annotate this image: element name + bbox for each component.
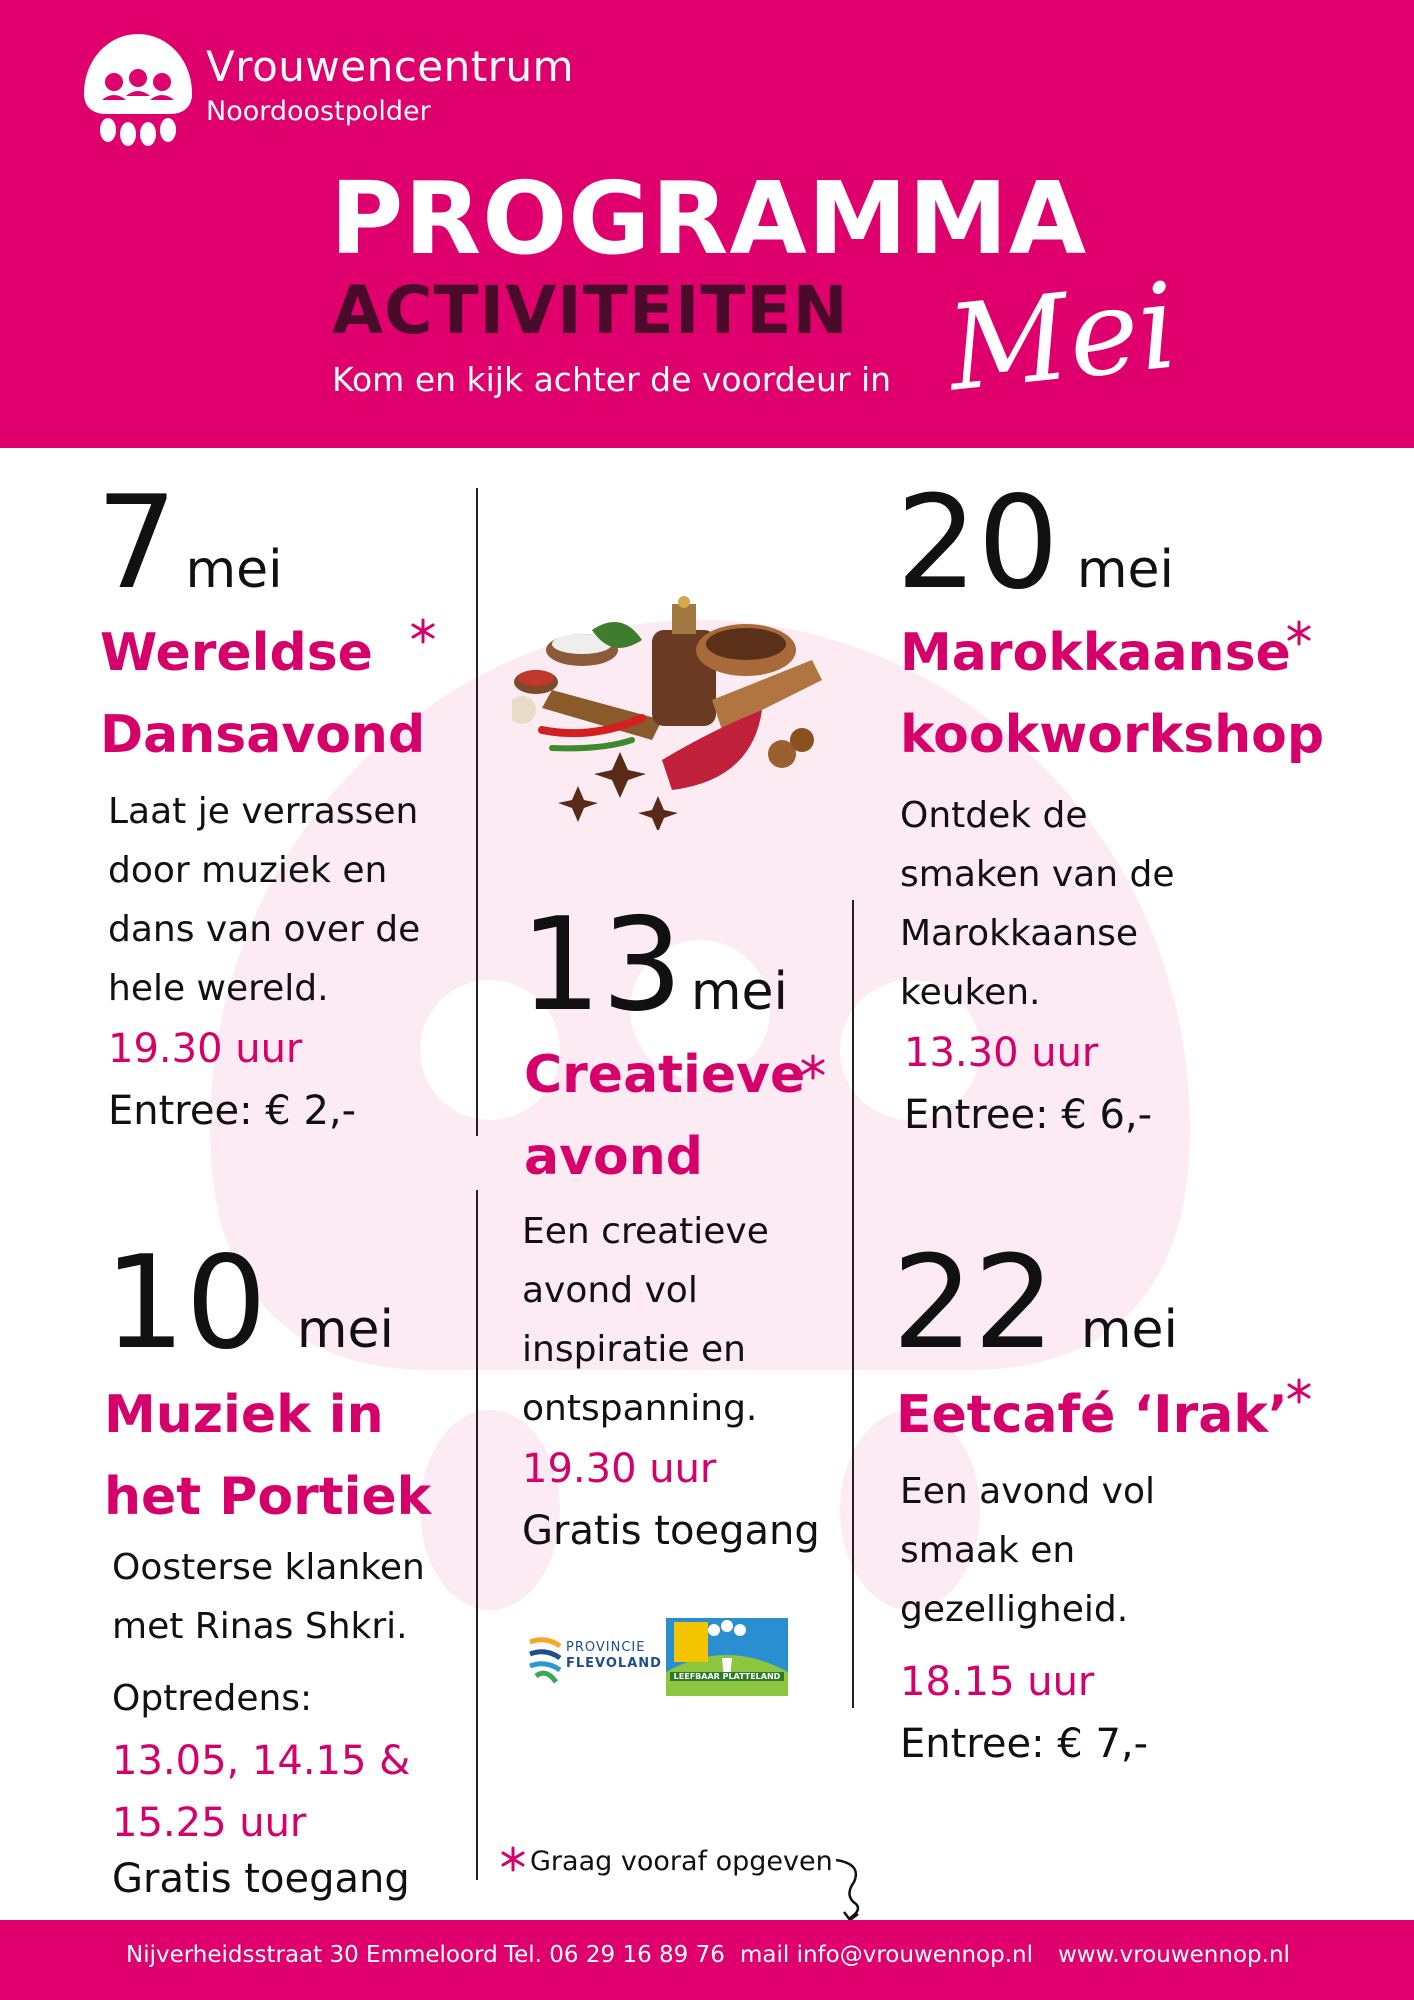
event-date: [104, 1229, 464, 1378]
signup-note: Graag vooraf opgeven: [530, 1846, 833, 1877]
event-entree: Gratis toegang: [522, 1508, 820, 1554]
spices-illustration: [512, 590, 832, 830]
event-title-line: Muziek in: [104, 1385, 384, 1445]
flevoland-line: FLEVOLAND: [566, 1656, 662, 1671]
provincie-flevoland-label: [566, 1640, 662, 1672]
event-description-line: gezelligheid.: [900, 1589, 1129, 1630]
event-time: 13.05, 14.15 &: [112, 1738, 411, 1784]
event-description-line: Marokkaanse: [900, 913, 1139, 954]
event-card-13-mei: [520, 891, 840, 1562]
event-description-line: met Rinas Shkri.: [112, 1606, 408, 1647]
event-title-line: het Portiek: [104, 1467, 432, 1527]
event-month: mei: [296, 1300, 394, 1360]
event-title-line: Creatieve: [524, 1045, 806, 1105]
event-title-line: avond: [524, 1127, 703, 1187]
event-description-line: avond vol: [522, 1270, 698, 1311]
event-description-line: hele wereld.: [108, 968, 329, 1009]
event-month: mei: [1076, 540, 1174, 600]
event-time: 15.25 uur: [112, 1800, 307, 1846]
event-title-line: Wereldse: [100, 623, 373, 683]
event-title-line: Marokkaanse: [900, 623, 1291, 683]
event-description-line: Een creatieve: [522, 1211, 769, 1252]
event-card-10-mei: [104, 1229, 464, 1904]
event-entree: Entree: € 2,-: [108, 1088, 357, 1134]
event-title-line: Dansavond: [100, 705, 426, 765]
event-entree: Gratis toegang: [112, 1856, 410, 1902]
event-date: [896, 469, 1316, 618]
event-title-line: Eetcafé ‘Irak’: [896, 1385, 1288, 1445]
event-date: [96, 469, 456, 618]
event-time: 19.30 uur: [522, 1446, 717, 1492]
column-divider-right: [852, 900, 854, 1708]
event-description-line: door muziek en: [108, 850, 388, 891]
vrouwencentrum-logo-icon: [78, 30, 198, 146]
signup-asterisk-icon: [1286, 620, 1312, 646]
event-month: mei: [185, 540, 283, 600]
event-title-line: kookworkshop: [900, 705, 1325, 765]
event-description-line: inspiratie en: [522, 1329, 746, 1370]
brand-name: Vrouwencentrum: [206, 42, 575, 91]
footer-address: Nijverheidsstraat 30 Emmeloord: [126, 1942, 498, 1968]
event-description-line: Laat je verrassen: [108, 791, 419, 832]
event-entree: Entree: € 7,-: [900, 1721, 1149, 1767]
event-description-line: Ontdek de: [900, 795, 1088, 836]
signup-asterisk-icon: [800, 1054, 826, 1080]
event-description-line: Oosterse klanken: [112, 1547, 425, 1588]
event-description-line: dans van over de: [108, 909, 421, 950]
event-card-22-mei: [892, 1229, 1312, 1775]
event-day: 10: [104, 1229, 267, 1378]
footer-phone: Tel. 06 29 16 89 76: [504, 1942, 725, 1968]
footer: [0, 1920, 1414, 2000]
event-description-line: smaken van de: [900, 854, 1175, 895]
event-day: 20: [896, 469, 1059, 618]
note-asterisk-icon: [500, 1846, 526, 1872]
event-time: 18.15 uur: [900, 1659, 1095, 1705]
curly-arrow-icon: [832, 1856, 868, 1926]
signup-asterisk-icon: [1286, 1378, 1312, 1404]
column-divider-left-bottom: [476, 1190, 478, 1880]
footer-website[interactable]: www.vrouwennop.nl: [1058, 1942, 1290, 1968]
leefbaar-platteland-logo: [666, 1618, 788, 1696]
event-month: mei: [690, 962, 788, 1022]
signup-asterisk-icon: [410, 618, 436, 644]
event-card-20-mei: [896, 469, 1325, 1146]
header-banner: [0, 0, 1414, 448]
brand-subtitle: Noordoostpolder: [206, 96, 431, 127]
event-description-line: smaak en: [900, 1530, 1076, 1571]
event-day: 22: [892, 1229, 1055, 1378]
tagline: Kom en kijk achter de voordeur in: [332, 360, 892, 399]
month-script: Mei: [941, 256, 1183, 418]
event-entree: Entree: € 6,-: [904, 1092, 1153, 1138]
page-title: PROGRAMMA: [330, 160, 1088, 277]
leefbaar-platteland-icon: [666, 1618, 788, 1696]
provincie-line: PROVINCIE: [566, 1640, 646, 1655]
event-label: Optredens:: [112, 1678, 313, 1719]
column-divider-left-top: [476, 488, 478, 1136]
event-month: mei: [1080, 1300, 1178, 1360]
event-card-7-mei: [96, 469, 456, 1142]
event-time: 13.30 uur: [904, 1030, 1099, 1076]
event-date: [520, 891, 840, 1040]
event-time: 19.30 uur: [108, 1026, 303, 1072]
page-subtitle: ACTIVITEITEN: [332, 272, 849, 349]
event-day: 13: [520, 891, 683, 1040]
leefbaar-platteland-label: LEEFBAAR PLATTELAND: [670, 1672, 784, 1681]
event-description-line: keuken.: [900, 972, 1041, 1013]
event-description-line: Een avond vol: [900, 1471, 1155, 1512]
event-date: [892, 1229, 1312, 1378]
event-day: 7: [96, 469, 178, 618]
footer-email[interactable]: mail info@vrouwennop.nl: [740, 1942, 1034, 1968]
event-description-line: ontspanning.: [522, 1388, 758, 1429]
